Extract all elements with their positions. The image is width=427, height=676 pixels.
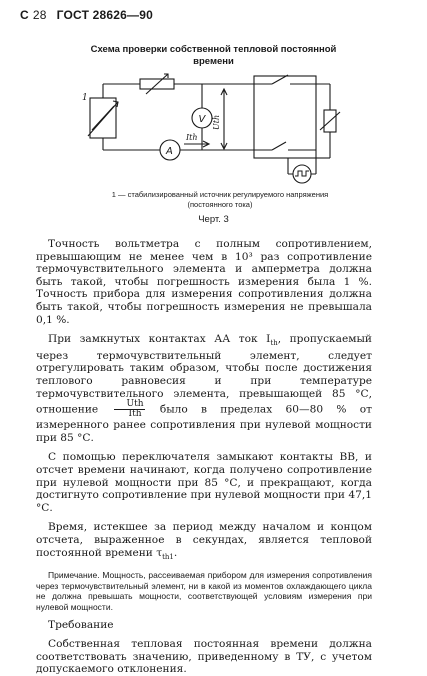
paragraph-current [36,333,372,444]
requirement-heading: Требование [48,618,114,631]
circuit-diagram [80,70,350,190]
schema-title-line2: времени [193,56,234,67]
contact-bb [272,142,286,150]
p4-part-a: Время, истекшее за период между началом и концом отсчета, выраженное в секундах, является тепловой постоянной времени τ [36,521,372,559]
ratio-fraction [114,400,145,419]
paragraph-switch: С помощью переключателя замыкают контакты ВВ, и отсчет времени начинают, когда получено сопротивление при нулевой мощности при 85 °С, и прекращают, когда достигнуто сопротивление при нулевой мощности при 47,1 °С. [36,451,372,514]
note: Примечание. Мощность, рассеиваемая прибором для измерения сопротивления через термочувствительный элемент, ни в какой из моментов охлаждающего цикла не должна превышать мощности, соответствующей условиям измерения при нулевой мощности. [36,570,372,613]
source-arrow [88,102,118,136]
p2-sub: th [270,339,278,348]
legend-line1: 1 — стабилизированный источник регулируемого напряжения [111,190,329,199]
p2-part-a: При замкнутых контактах АА ток I [48,333,271,346]
source-label: 1 [82,93,88,103]
body-text [36,238,372,676]
legend-line2: (постоянного тока) [187,200,253,209]
p2-part-c: было в пределах 60—80 % от измеренного ранее сопротивления при нулевой мощности при 85 °С. [36,403,372,444]
page-number: 28 [32,8,47,22]
p4-sub: th1 [162,552,174,561]
thermistor-chamber [254,76,316,158]
p4-part-b: . [173,546,178,559]
paragraph-time [36,521,372,563]
header-letter: С [20,8,29,22]
standard-number: ГОСТ 28626—90 [56,8,153,22]
schema-title [0,44,427,68]
page-header [20,8,153,22]
current-label: Ith [186,133,198,142]
paragraph-requirement: Собственная тепловая постоянная времени должна соответствовать значению, приведенному в ТУ, с учетом допускаемого отклонения. [36,638,372,676]
paragraph-accuracy: Точность вольтметра с полным сопротивлением, превышающим не менее чем в 10³ раз сопротивление термочувствительного элемента и амперметра должна быть такой, чтобы погрешность измерения была 1 %. Точность прибора для измерения сопротивления должна быть такой, чтобы погрешность измерения не превышала 0,1 %. [36,238,372,326]
fraction-numerator: Uth [114,400,145,410]
figure-caption: Черт. 3 [198,214,229,225]
schema-title-line1: Схема проверки собственной тепловой постоянной [90,44,337,55]
legend [70,190,370,210]
ammeter-label: A [166,146,173,157]
voltage-label: Uth [212,114,221,130]
p2-part-b: , пропускаемый через термочувствительный элемент, следует отрегулировать таким образом, чтобы после достижения теплового равновесия и при температуре термочувствительного элемента, превышающей 85 °С, отношение [36,333,372,416]
voltmeter-label: V [198,114,206,125]
fraction-denominator: Ith [128,409,142,420]
